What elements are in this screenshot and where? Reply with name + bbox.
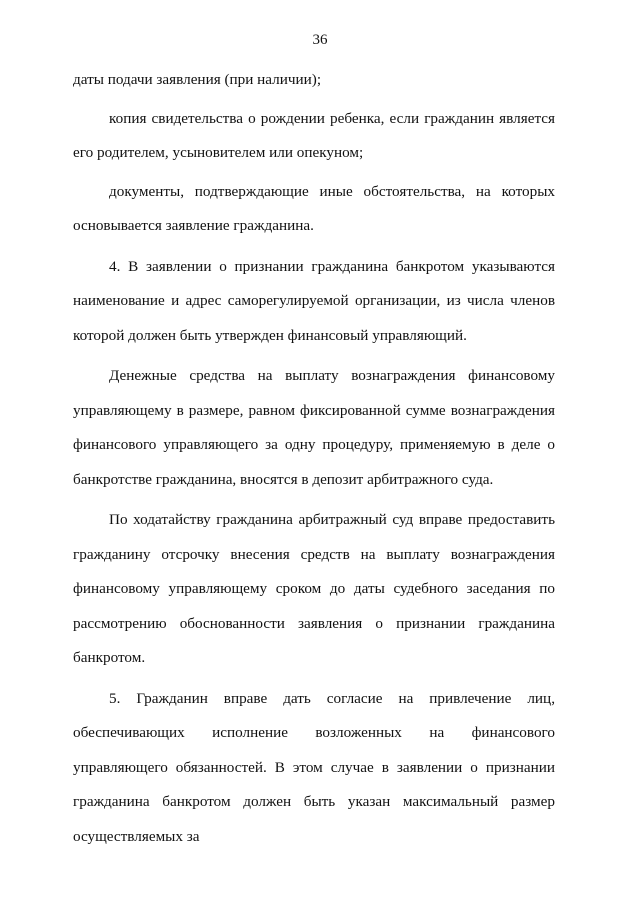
paragraph-other-documents: документы, подтверждающие иные обстоятельства, на которых основывается заявление гражданина. — [73, 182, 555, 234]
page-number: 36 — [312, 32, 328, 48]
paragraph-birth-certificate: копия свидетельства о рождении ребенка, если гражданин является его родителем, усыновителем или опекуном; — [73, 109, 555, 161]
document-body — [73, 63, 555, 854]
paragraph-application-date: даты подачи заявления (при наличии); — [73, 71, 322, 88]
paragraph-funds-deposit: Денежные средства на выплату вознаграждения финансовому управляющему в размере, равном фиксированной сумме вознаграждения финансового управляющего за одну процедуру, применяемую в деле о банкротстве гражданина, вносятся в депозит арбитражного суда. — [73, 367, 555, 488]
paragraph-item-4: 4. В заявлении о признании гражданина банкротом указываются наименование и адрес саморегулируемой организации, из числа членов которой должен быть утвержден финансовый управляющий. — [73, 257, 555, 344]
paragraph-item-5: 5. Гражданин вправе дать согласие на привлечение лиц, обеспечивающих исполнение возложенных на финансового управляющего обязанностей. В этом случае в заявлении о признании гражданина банкротом должен быть указан максимальный размер осуществляемых за — [73, 689, 555, 845]
paragraph-deferral: По ходатайству гражданина арбитражный суд вправе предоставить гражданину отсрочку внесения средств на выплату вознаграждения финансовому управляющему сроком до даты судебного заседания по рассмотрению обоснованности заявления о признании гражданина банкротом. — [73, 511, 555, 666]
